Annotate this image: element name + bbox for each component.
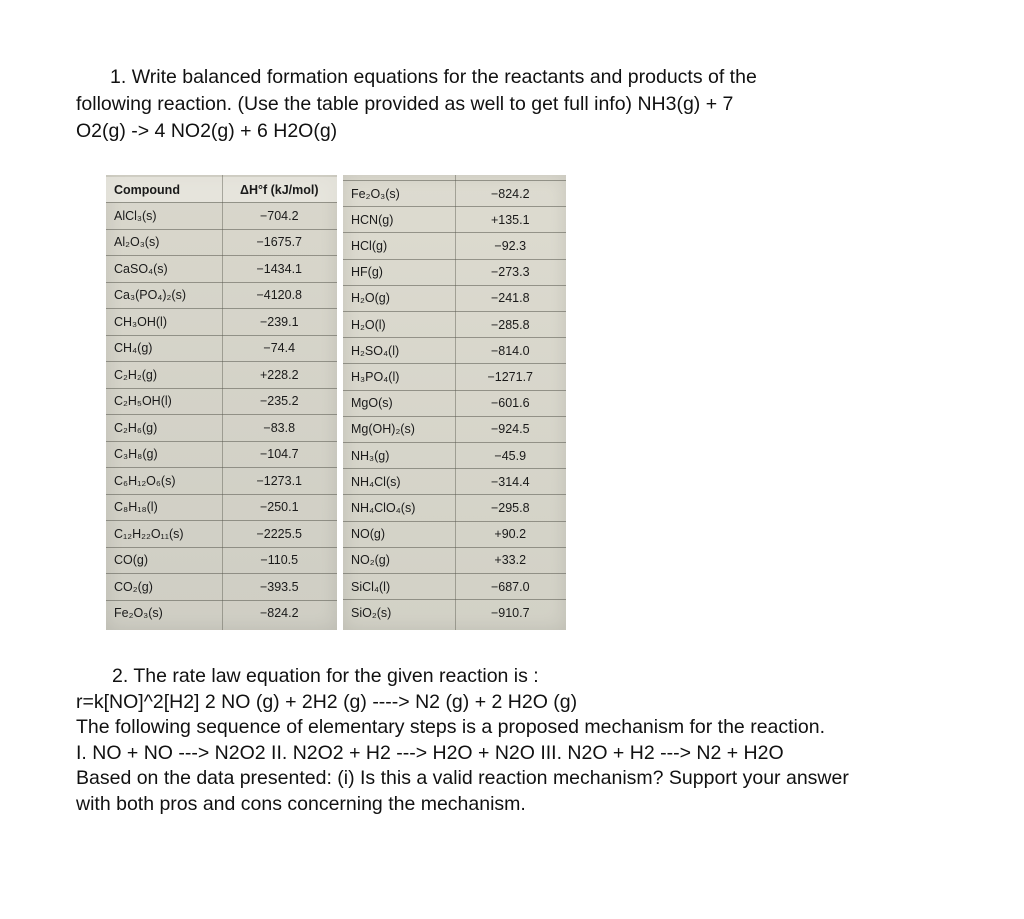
question-2-line-6: with both pros and cons concerning the mechanism. [76, 792, 526, 815]
question-2-line-5: Based on the data presented: (i) Is this a valid reaction mechanism? Support your answer [76, 767, 849, 789]
question-1-number: 1. [110, 66, 127, 88]
enthalpy-table-image [106, 175, 566, 630]
compound-cell: C₈H₁₈(l) [114, 500, 158, 514]
question-2-line-2: r=k[NO]^2[H2] 2 NO (g) + 2H2 (g) ----> N2 (g) + 2 H2O (g) [76, 690, 578, 713]
enthalpy-cell: −1675.7 [256, 235, 303, 249]
enthalpy-cell: −924.5 [490, 422, 530, 437]
header-compound: Compound [114, 182, 180, 197]
enthalpy-cell: −74.4 [263, 341, 296, 355]
compound-cell: CaSO₄(s) [114, 261, 168, 276]
compound-cell: C₃H₈(g) [114, 447, 158, 461]
enthalpy-cell: −824.2 [259, 606, 299, 620]
compound-cell: HF(g) [351, 265, 383, 280]
compound-cell: Fe₂O₃(s) [114, 606, 163, 620]
enthalpy-cell: −2225.5 [256, 526, 303, 541]
enthalpy-cell: −4120.8 [256, 288, 303, 302]
compound-cell: HCN(g) [351, 212, 394, 227]
compound-cell: NH₃(g) [351, 448, 390, 463]
enthalpy-cell: −45.9 [494, 448, 527, 463]
compound-cell: C₆H₁₂O₆(s) [114, 473, 176, 488]
compound-cell: C₁₂H₂₂O₁₁(s) [114, 526, 184, 541]
enthalpy-cell: −910.7 [490, 605, 530, 620]
compound-cell: Mg(OH)₂(s) [351, 422, 415, 437]
compound-cell: H₂SO₄(l) [351, 343, 400, 358]
enthalpy-cell: −704.2 [259, 208, 299, 223]
question-2-line-3: The following sequence of elementary steps is a proposed mechanism for the reaction. [76, 716, 825, 738]
compound-cell: HCl(g) [351, 238, 388, 253]
compound-cell: NH₄Cl(s) [351, 474, 401, 489]
compound-cell: CH₄(g) [114, 341, 153, 355]
question-1-text-1: Write balanced formation equations for the reactants and products of the [131, 66, 757, 88]
compound-cell: SiO₂(s) [351, 605, 392, 620]
enthalpy-cell: +228.2 [259, 367, 299, 382]
question-2 [76, 664, 976, 817]
compound-cell: NO(g) [351, 527, 386, 542]
enthalpy-cell: −92.3 [494, 238, 527, 253]
header-enthalpy: ΔH°f (kJ/mol) [239, 182, 319, 197]
compound-cell: AlCl₃(s) [114, 208, 157, 223]
enthalpy-cell: +135.1 [490, 212, 530, 227]
compound-cell: C₂H₂(g) [114, 367, 158, 382]
question-2-line-4: I. NO + NO ---> N2O2 II. N2O2 + H2 ---> H2O + N2O III. N2O + H2 ---> N2 + H2O [76, 741, 784, 764]
enthalpy-cell: −110.5 [260, 553, 299, 567]
enthalpy-cell: −824.2 [490, 186, 530, 201]
enthalpy-cell: −1273.1 [256, 473, 303, 488]
enthalpy-cell: −1271.7 [487, 369, 534, 384]
enthalpy-cell: −295.8 [490, 500, 530, 515]
question-1 [76, 64, 876, 145]
enthalpy-cell: −814.0 [490, 343, 530, 358]
compound-cell: CO₂(g) [114, 579, 153, 594]
enthalpy-cell: −687.0 [490, 579, 530, 594]
column-divider [455, 175, 456, 630]
question-2-line-1: 2. The rate law equation for the given reaction is : [112, 665, 539, 687]
enthalpy-cell: −1434.1 [256, 261, 303, 276]
compound-cell: H₂O(l) [351, 317, 386, 332]
question-1-line-3: O2(g) -> 4 NO2(g) + 6 H2O(g) [76, 120, 338, 142]
enthalpy-cell: −273.3 [490, 265, 530, 280]
enthalpy-cell: −601.6 [490, 396, 530, 411]
compound-cell: H₂O(g) [351, 291, 390, 306]
question-1-line-2: following reaction. (Use the table provided as well to get full info) NH3(g) + 7 [76, 93, 734, 115]
enthalpy-table-right [343, 175, 566, 630]
enthalpy-table-left [106, 175, 337, 630]
enthalpy-cell: −235.2 [259, 394, 299, 408]
compound-cell: H₃PO₄(l) [351, 369, 400, 384]
enthalpy-cell: +90.2 [494, 527, 527, 542]
question-1-line-1 [76, 64, 876, 91]
column-divider [222, 175, 223, 630]
compound-cell: CH₃OH(l) [114, 314, 167, 329]
compound-cell: C₂H₆(g) [114, 420, 158, 435]
compound-cell: Al₂O₃(s) [114, 235, 160, 249]
compound-cell: Fe₂O₃(s) [351, 186, 400, 201]
enthalpy-cell: −241.8 [490, 291, 530, 306]
compound-cell: Ca₃(PO₄)₂(s) [114, 288, 186, 302]
enthalpy-cell: −104.7 [259, 447, 299, 461]
enthalpy-cell: −83.8 [263, 420, 296, 435]
enthalpy-cell: −239.1 [259, 314, 299, 329]
enthalpy-cell: −250.1 [259, 500, 299, 514]
enthalpy-cell: −393.5 [259, 579, 299, 594]
compound-cell: MgO(s) [351, 396, 393, 411]
compound-cell: C₂H₅OH(l) [114, 394, 172, 408]
compound-cell: SiCl₄(l) [351, 579, 391, 594]
enthalpy-cell: −314.4 [490, 474, 530, 489]
compound-cell: NH₄ClO₄(s) [351, 500, 416, 515]
compound-cell: CO(g) [114, 553, 149, 567]
enthalpy-cell: −285.8 [490, 317, 530, 332]
compound-cell: NO₂(g) [351, 553, 390, 568]
enthalpy-cell: +33.2 [494, 553, 527, 568]
